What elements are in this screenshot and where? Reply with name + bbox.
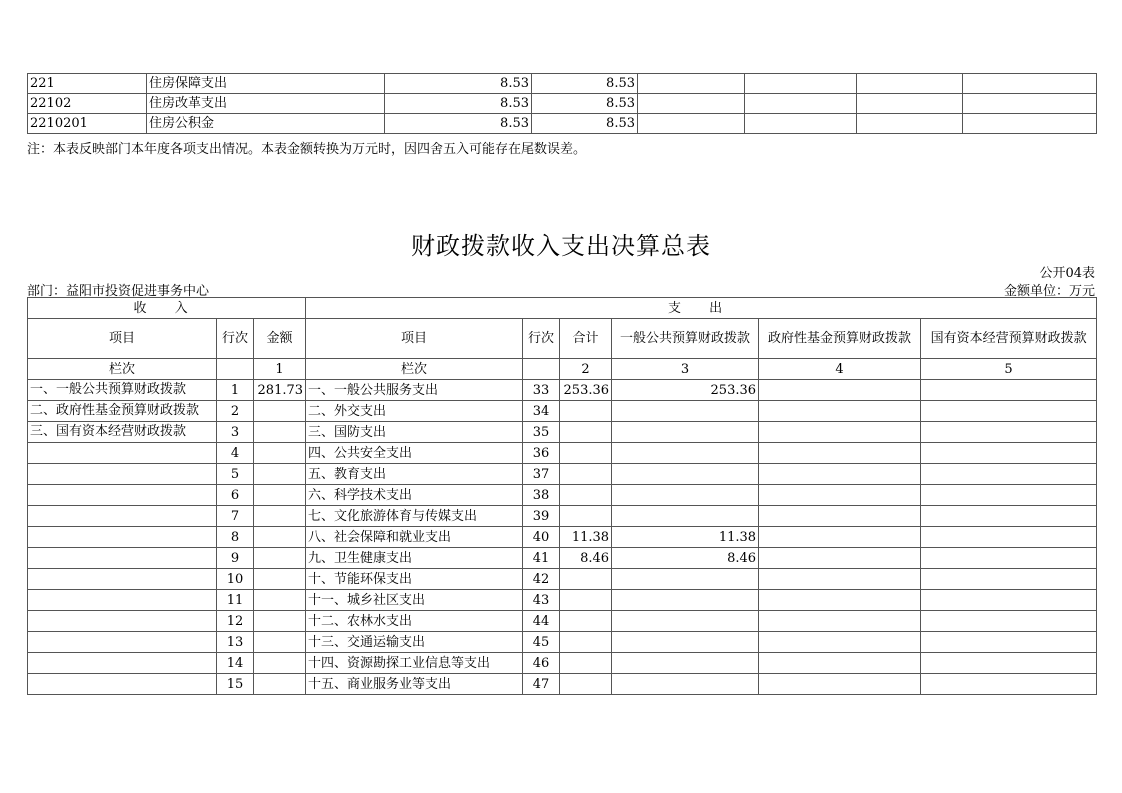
table-row [28,653,1097,674]
gov-fund-amount [759,653,921,674]
expense-item: 八、社会保障和就业支出 [306,527,523,548]
income-item [28,611,217,632]
income-amount [254,569,306,590]
expense-total [560,464,612,485]
income-amount [254,464,306,485]
column-index-row [28,359,1097,380]
state-capital-header: 国有资本经营预算财政拨款 [921,319,1097,359]
state-capital-amount [921,569,1097,590]
income-row-no: 8 [217,527,254,548]
income-amount-header: 金额 [254,319,306,359]
income-item [28,548,217,569]
empty-cell [857,94,963,114]
state-capital-amount [921,401,1097,422]
prior-expense-table [27,73,1097,134]
income-amount [254,590,306,611]
general-budget-amount [612,611,759,632]
state-capital-amount [921,611,1097,632]
income-row-no: 12 [217,611,254,632]
general-budget-amount [612,590,759,611]
expense-row-no: 37 [523,464,560,485]
total-amount: 8.53 [385,94,532,114]
income-item [28,653,217,674]
total-header: 合计 [560,319,612,359]
expense-row-no: 46 [523,653,560,674]
income-amount [254,527,306,548]
gov-fund-amount [759,443,921,464]
column-header-row [28,319,1097,359]
state-capital-amount [921,443,1097,464]
expense-row-no: 40 [523,527,560,548]
expense-item: 十一、城乡社区支出 [306,590,523,611]
income-item [28,464,217,485]
expense-item: 七、文化旅游体育与传媒支出 [306,506,523,527]
expense-row-no-header: 行次 [523,319,560,359]
state-capital-amount [921,380,1097,401]
expense-row-no: 42 [523,569,560,590]
expense-item: 十、节能环保支出 [306,569,523,590]
table-row [28,74,1097,94]
empty-cell [963,94,1097,114]
expense-item: 九、卫生健康支出 [306,548,523,569]
gov-fund-amount [759,422,921,443]
general-budget-header: 一般公共预算财政拨款 [612,319,759,359]
table-row [28,632,1097,653]
gov-fund-amount [759,401,921,422]
general-budget-amount [612,422,759,443]
expense-row-no: 44 [523,611,560,632]
table-row [28,380,1097,401]
income-item: 二、政府性基金预算财政拨款 [28,401,217,422]
table-row [28,506,1097,527]
expense-row-no: 47 [523,674,560,695]
expense-row-no: 45 [523,632,560,653]
col-index-4: 4 [759,359,921,380]
income-item [28,590,217,611]
table-row [28,527,1097,548]
gov-fund-amount [759,485,921,506]
income-row-no: 11 [217,590,254,611]
expense-total [560,611,612,632]
expense-col-label: 栏次 [306,359,523,380]
expense-row-no: 36 [523,443,560,464]
income-item [28,674,217,695]
expense-item: 二、外交支出 [306,401,523,422]
expense-row-no: 33 [523,380,560,401]
state-capital-amount [921,632,1097,653]
income-item [28,485,217,506]
expense-item: 十四、资源勘探工业信息等支出 [306,653,523,674]
general-budget-amount: 8.46 [612,548,759,569]
gov-fund-amount [759,527,921,548]
gov-fund-amount [759,380,921,401]
empty-cell [638,74,745,94]
income-amount [254,401,306,422]
income-header: 收 入 [28,298,306,319]
department-label: 部门：益阳市投资促进事务中心 [27,284,210,299]
expense-item: 十二、农林水支出 [306,611,523,632]
general-budget-amount [612,464,759,485]
income-row-no: 5 [217,464,254,485]
income-row-no: 13 [217,632,254,653]
income-row-no-header: 行次 [217,319,254,359]
expense-total [560,674,612,695]
expense-total [560,401,612,422]
income-row-no: 14 [217,653,254,674]
state-capital-amount [921,653,1097,674]
basic-amount: 8.53 [532,94,638,114]
col-index-2: 2 [560,359,612,380]
state-capital-amount [921,485,1097,506]
income-amount [254,548,306,569]
expense-total: 11.38 [560,527,612,548]
account-code: 221 [28,74,147,94]
expense-total [560,485,612,506]
income-amount [254,632,306,653]
income-amount [254,611,306,632]
total-amount: 8.53 [385,74,532,94]
table-row [28,443,1097,464]
income-amount: 281.73 [254,380,306,401]
table-note: 注：本表反映部门本年度各项支出情况。本表金额转换为万元时，因四舍五入可能存在尾数误差。 [27,142,587,157]
general-budget-amount [612,674,759,695]
income-row-no: 7 [217,506,254,527]
expense-total: 253.36 [560,380,612,401]
expense-item: 六、科学技术支出 [306,485,523,506]
section-header-row [28,298,1097,319]
expense-row-no: 35 [523,422,560,443]
fiscal-summary-table [27,297,1097,695]
expense-total [560,632,612,653]
gov-fund-amount [759,569,921,590]
expense-item: 四、公共安全支出 [306,443,523,464]
col-index-1: 1 [254,359,306,380]
general-budget-amount [612,443,759,464]
empty-cell [745,74,857,94]
gov-fund-amount [759,611,921,632]
table-row [28,114,1097,134]
general-budget-amount [612,401,759,422]
form-number: 公开04表 [1039,266,1095,281]
expense-item: 三、国防支出 [306,422,523,443]
gov-fund-amount [759,464,921,485]
expense-item: 十五、商业服务业等支出 [306,674,523,695]
state-capital-amount [921,548,1097,569]
table-row [28,422,1097,443]
empty-cell [857,114,963,134]
col-index-3: 3 [612,359,759,380]
expense-item-header: 项目 [306,319,523,359]
state-capital-amount [921,590,1097,611]
income-amount [254,485,306,506]
expense-row-no: 43 [523,590,560,611]
income-row-no: 6 [217,485,254,506]
income-item [28,506,217,527]
income-item [28,569,217,590]
table-row [28,611,1097,632]
table-row [28,401,1097,422]
income-item-header: 项目 [28,319,217,359]
income-row-no: 4 [217,443,254,464]
expense-item: 十三、交通运输支出 [306,632,523,653]
income-row-no: 10 [217,569,254,590]
income-row-no: 1 [217,380,254,401]
general-budget-amount [612,632,759,653]
general-budget-amount [612,653,759,674]
expense-total [560,506,612,527]
gov-fund-amount [759,548,921,569]
general-budget-amount: 253.36 [612,380,759,401]
col-index-5: 5 [921,359,1097,380]
account-name: 住房保障支出 [147,74,385,94]
empty-cell [963,74,1097,94]
state-capital-amount [921,674,1097,695]
table-row [28,569,1097,590]
expense-row-no: 41 [523,548,560,569]
empty-cell [963,114,1097,134]
general-budget-amount [612,569,759,590]
table-row [28,464,1097,485]
income-amount [254,653,306,674]
empty-cell [745,94,857,114]
expense-row-no: 38 [523,485,560,506]
expense-total [560,422,612,443]
gov-fund-amount [759,632,921,653]
income-amount [254,422,306,443]
account-name: 住房改革支出 [147,94,385,114]
income-amount [254,674,306,695]
empty-cell [638,94,745,114]
gov-fund-header: 政府性基金预算财政拨款 [759,319,921,359]
general-budget-amount [612,506,759,527]
unit-label: 金额单位：万元 [1003,284,1095,299]
income-item [28,632,217,653]
income-item [28,443,217,464]
table-row [28,94,1097,114]
gov-fund-amount [759,506,921,527]
expense-item: 一、一般公共服务支出 [306,380,523,401]
expense-total [560,653,612,674]
account-code: 22102 [28,94,147,114]
basic-amount: 8.53 [532,114,638,134]
income-amount [254,443,306,464]
expense-row-no: 34 [523,401,560,422]
state-capital-amount [921,464,1097,485]
gov-fund-amount [759,674,921,695]
empty-cell [638,114,745,134]
income-row-no: 3 [217,422,254,443]
general-budget-amount [612,485,759,506]
income-row-no: 2 [217,401,254,422]
expense-total [560,569,612,590]
income-item: 三、国有资本经营财政拨款 [28,422,217,443]
state-capital-amount [921,527,1097,548]
table-row [28,674,1097,695]
income-item: 一、一般公共预算财政拨款 [28,380,217,401]
expense-item: 五、教育支出 [306,464,523,485]
basic-amount: 8.53 [532,74,638,94]
state-capital-amount [921,506,1097,527]
expense-header: 支 出 [306,298,1097,319]
income-amount [254,506,306,527]
general-budget-amount: 11.38 [612,527,759,548]
empty-cell [857,74,963,94]
total-amount: 8.53 [385,114,532,134]
account-code: 2210201 [28,114,147,134]
table-row [28,485,1097,506]
account-name: 住房公积金 [147,114,385,134]
page-title: 财政拨款收入支出决算总表 [411,232,711,260]
income-col-label: 栏次 [28,359,217,380]
empty-cell [745,114,857,134]
table-row [28,548,1097,569]
table-row [28,590,1097,611]
expense-total [560,590,612,611]
state-capital-amount [921,422,1097,443]
gov-fund-amount [759,590,921,611]
expense-total: 8.46 [560,548,612,569]
expense-total [560,443,612,464]
income-item [28,527,217,548]
expense-row-no: 39 [523,506,560,527]
income-row-no: 15 [217,674,254,695]
income-row-no: 9 [217,548,254,569]
